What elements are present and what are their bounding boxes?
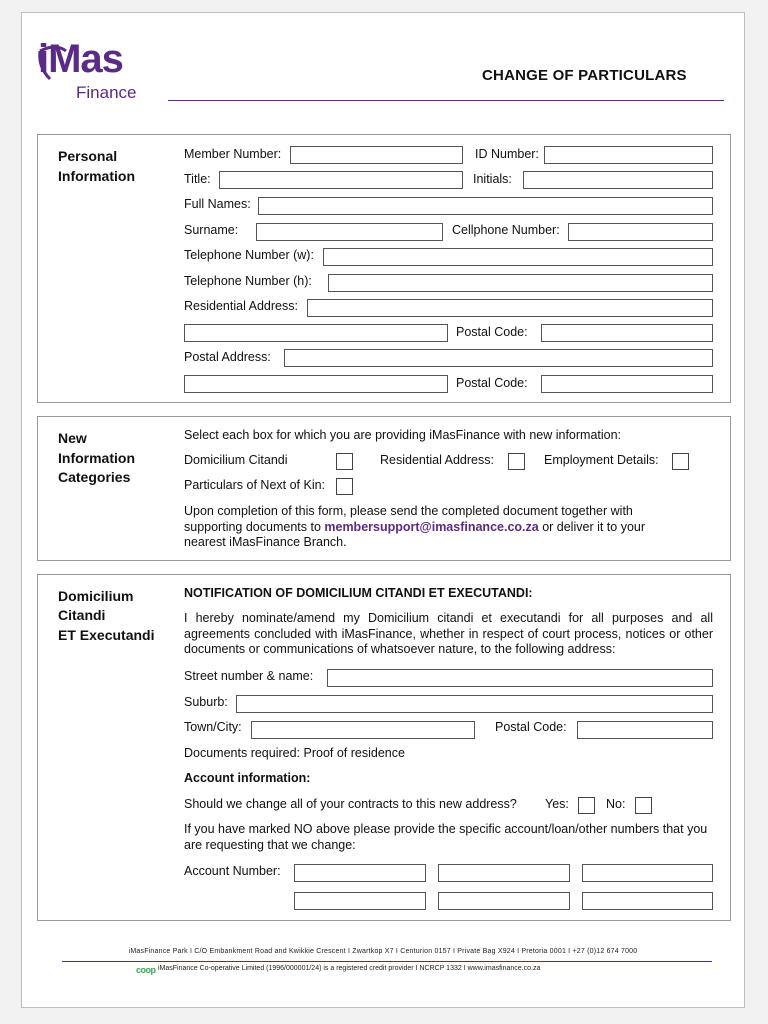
completion-text-post: or deliver it to your nearest iMasFinance Branch. xyxy=(184,519,646,549)
if-no-instructions: If you have marked NO above please provide the specific account/loan/other numbers that you are requesting that we change: xyxy=(184,822,708,852)
domicilium-heading-2: Citandi xyxy=(58,607,106,623)
member-number-field[interactable] xyxy=(290,146,463,164)
tel-work-field[interactable] xyxy=(323,248,713,266)
account-number-field-2[interactable] xyxy=(438,864,570,882)
footer-address: iMasFinance Park I C/O Embankment Road and Kwikkie Crescent I Zwartkop X7 I Centurion 0157 I Private Bag X924 I Pretoria 0001 I +27 (0)12 674 7000 xyxy=(128,948,638,955)
dom-postal-code-label: Postal Code: xyxy=(495,720,567,734)
docs-required: Documents required: Proof of residence xyxy=(184,746,405,760)
domicilium-heading-3: ET Executandi xyxy=(58,627,155,643)
postal-address-field[interactable] xyxy=(284,349,713,367)
employment-label: Employment Details: xyxy=(544,453,659,467)
account-number-field-4[interactable] xyxy=(294,892,426,910)
personal-heading-1: Personal xyxy=(58,148,118,164)
domicilium-label: Domicilium Citandi xyxy=(184,453,288,467)
postal-address-label: Postal Address: xyxy=(184,350,271,364)
yes-label: Yes: xyxy=(545,797,569,811)
page-title: CHANGE OF PARTICULARS xyxy=(482,67,687,84)
postal-code-1-field[interactable] xyxy=(541,324,713,342)
logo-finance: Finance xyxy=(76,83,137,102)
footer-registration: iMasFinance Co-operative Limited (1996/000001/24) is a registered credit provider I NCRCP 1332 I www.imasfinance.co.za xyxy=(158,965,541,972)
postal-code-2-label: Postal Code: xyxy=(456,376,528,390)
categories-intro: Select each box for which you are providing iMasFinance with new information: xyxy=(184,428,622,442)
postal-address-line2-field[interactable] xyxy=(184,375,448,393)
tel-home-field[interactable] xyxy=(328,274,713,292)
postal-code-2-field[interactable] xyxy=(541,375,713,393)
residential-address-label: Residential Address: xyxy=(184,299,298,313)
surname-label: Surname: xyxy=(184,223,239,237)
employment-checkbox[interactable] xyxy=(672,453,689,470)
categories-heading-1: New xyxy=(58,430,87,446)
title-label: Title: xyxy=(184,172,211,186)
full-names-label: Full Names: xyxy=(184,197,251,211)
residential-address-line2-field[interactable] xyxy=(184,324,448,342)
notice-body: I hereby nominate/amend my Domicilium citandi et executandi for all purposes and all agreements concluded with iMasFinance, whether in respect of court process, notices or other documents or communications of whatsoever nature, to the following address: xyxy=(184,611,713,656)
cellphone-label: Cellphone Number: xyxy=(452,223,560,237)
account-number-field-3[interactable] xyxy=(582,864,713,882)
domicilium-heading-1: Domicilium xyxy=(58,588,134,604)
account-number-field-6[interactable] xyxy=(582,892,713,910)
account-number-field-1[interactable] xyxy=(294,864,426,882)
tel-work-label: Telephone Number (w): xyxy=(184,248,314,262)
personal-information-section xyxy=(37,134,731,403)
street-label: Street number & name: xyxy=(184,669,314,683)
postal-code-1-label: Postal Code: xyxy=(456,325,528,339)
residential-address-field[interactable] xyxy=(307,299,713,317)
next-of-kin-label: Particulars of Next of Kin: xyxy=(184,478,326,492)
support-email-link[interactable]: membersupport@imasfinance.co.za xyxy=(324,519,539,534)
full-names-field[interactable] xyxy=(258,197,713,215)
title-field[interactable] xyxy=(219,171,463,189)
initials-label: Initials: xyxy=(473,172,512,186)
account-info-heading: Account information: xyxy=(184,771,311,785)
coop-logo: coop xyxy=(136,965,156,975)
street-field[interactable] xyxy=(327,669,713,687)
categories-heading-2: Information xyxy=(58,450,135,466)
logo-imas: iMas xyxy=(38,37,123,81)
new-information-categories-section xyxy=(37,416,731,561)
id-number-field[interactable] xyxy=(544,146,713,164)
suburb-label: Suburb: xyxy=(184,695,228,709)
yes-checkbox[interactable] xyxy=(578,797,595,814)
notice-title: NOTIFICATION OF DOMICILIUM CITANDI ET EXECUTANDI: xyxy=(184,586,533,600)
domicilium-checkbox[interactable] xyxy=(336,453,353,470)
change-question: Should we change all of your contracts to this new address? xyxy=(184,797,517,811)
categories-heading-3: Categories xyxy=(58,469,131,485)
completion-instructions xyxy=(184,504,664,551)
town-label: Town/City: xyxy=(184,720,242,734)
town-field[interactable] xyxy=(251,721,475,739)
title-divider xyxy=(168,100,724,101)
personal-heading-2: Information xyxy=(58,168,135,184)
dom-postal-code-field[interactable] xyxy=(577,721,713,739)
domicilium-section xyxy=(37,574,731,921)
id-number-label: ID Number: xyxy=(475,147,539,161)
member-number-label: Member Number: xyxy=(184,147,282,161)
form-page xyxy=(21,12,745,1008)
next-of-kin-checkbox[interactable] xyxy=(336,478,353,495)
completion-text-pre: Upon completion of this form, please send the completed document together with supporting documents to xyxy=(184,504,633,534)
surname-field[interactable] xyxy=(256,223,443,241)
no-checkbox[interactable] xyxy=(635,797,652,814)
residential-label: Residential Address: xyxy=(380,453,494,467)
initials-field[interactable] xyxy=(523,171,713,189)
tel-home-label: Telephone Number (h): xyxy=(184,274,312,288)
account-number-field-5[interactable] xyxy=(438,892,570,910)
residential-checkbox[interactable] xyxy=(508,453,525,470)
account-number-label: Account Number: xyxy=(184,864,281,878)
footer-divider xyxy=(62,961,712,962)
cellphone-field[interactable] xyxy=(568,223,713,241)
no-label: No: xyxy=(606,797,626,811)
suburb-field[interactable] xyxy=(236,695,713,713)
